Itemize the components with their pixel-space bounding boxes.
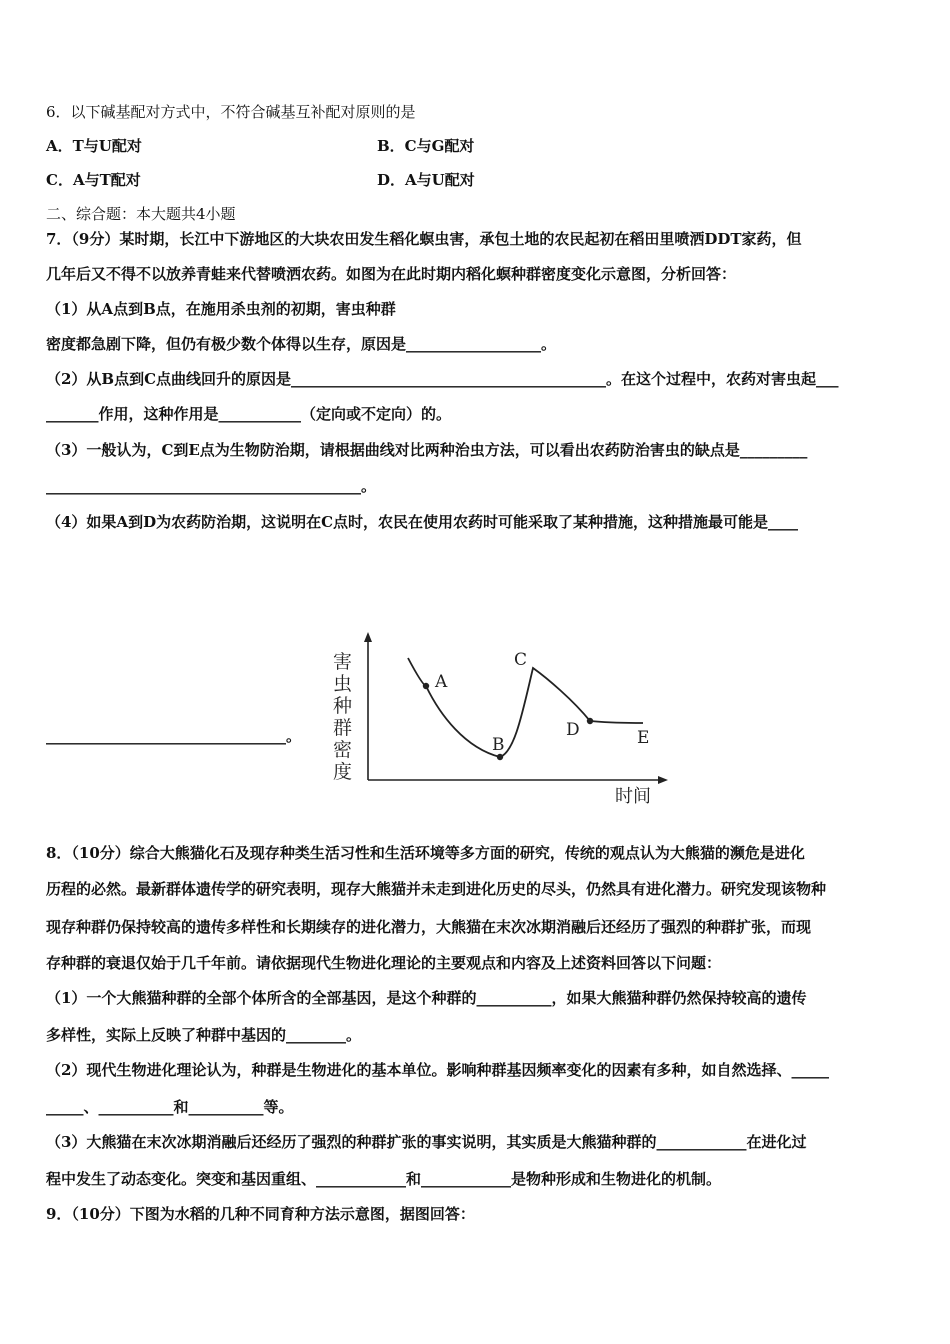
q8-line-5: （1）一个大熊猫种群的全部个体所含的全部基因，是这个种群的__________，如果大熊猫种群仍然保持较高的遗传	[46, 989, 807, 1007]
point-label-c: C	[514, 650, 528, 670]
y-label-char: 种	[333, 695, 353, 717]
q8-line-4: 存种群的衰退仅始于几千年前。请依据现代生物进化理论的主要观点和内容及上述资料回答以下问题：	[46, 954, 722, 972]
q8-line-7: （2）现代生物进化理论认为，种群是生物进化的基本单位。影响种群基因频率变化的因素有多种，如自然选择、_____	[46, 1061, 829, 1079]
q6-option-a: A．T与U配对	[46, 137, 142, 155]
q6-option-b: B．C与G配对	[377, 137, 475, 155]
q8-line-3: 现存种群仍保持较高的遗传多样性和长期续存的进化潜力，大熊猫在末次冰期消融后还经历了强烈的种群扩张，而现	[46, 918, 812, 936]
q7-line-3: （1）从A点到B点，在施用杀虫剂的初期，害虫种群	[46, 300, 396, 318]
q7-line-7: （3）一般认为，C到E点为生物防治期，请根据曲线对比两种治虫方法，可以看出农药防治害虫的缺点是_________	[46, 441, 808, 459]
q7-line-6: _______作用，这种作用是___________（定向或不定向）的。	[46, 405, 452, 423]
point-a-marker	[423, 683, 429, 689]
point-label-a: A	[435, 672, 448, 692]
q8-line-9: （3）大熊猫在末次冰期消融后还经历了强烈的种群扩张的事实说明，其实质是大熊猫种群的____________在进化过	[46, 1133, 807, 1151]
q6-stem: 6．以下碱基配对方式中，不符合碱基互补配对原则的是	[46, 103, 416, 121]
population-density-figure	[325, 630, 670, 810]
y-axis-arrow	[364, 632, 372, 642]
q7-line-5: （2）从B点到C点曲线回升的原因是__________________________________________。在这个过程中，农药对害虫起___	[46, 370, 839, 388]
q9-line-1: 9．（10分）下图为水稻的几种不同育种方法示意图，据图回答：	[46, 1205, 475, 1223]
point-label-d: D	[566, 720, 580, 740]
y-label-char: 害	[333, 651, 353, 673]
y-label-char: 群	[333, 717, 353, 739]
point-label-e: E	[637, 728, 650, 748]
q8-line-10: 程中发生了动态变化。突变和基因重组、____________和____________是物种形成和生物进化的机制。	[46, 1170, 722, 1188]
q8-line-1: 8．（10分）综合大熊猫化石及现存种类生活习性和生活环境等多方面的研究，传统的观点认为大熊猫的濒危是进化	[46, 844, 805, 862]
y-label-char: 度	[333, 761, 353, 783]
q7-line-10: ________________________________。	[46, 727, 302, 745]
q7-line-9: （4）如果A到D为农药防治期，这说明在C点时，农民在使用农药时可能采取了某种措施，这种措施最可能是____	[46, 513, 799, 531]
q7-line-8: __________________________________________。	[46, 477, 377, 495]
q6-option-d: D．A与U配对	[377, 171, 475, 189]
q8-line-6: 多样性，实际上反映了种群中基因的________。	[46, 1026, 362, 1044]
q7-line-4: 密度都急剧下降，但仍有极少数个体得以生存，原因是__________________。	[46, 335, 557, 353]
q7-line-2: 几年后又不得不以放养青蛙来代替喷洒农药。如图为在此时期内稻化螟种群密度变化示意图，分析回答：	[46, 265, 737, 283]
q7-line-1: 7．（9分）某时期，长江中下游地区的大块农田发生稻化螟虫害，承包土地的农民起初在稻田里喷洒DDT家药，但	[46, 230, 802, 248]
point-d-marker	[587, 718, 593, 724]
q8-line-2: 历程的必然。最新群体遗传学的研究表明，现存大熊猫并未走到进化历史的尽头，仍然具有进化潜力。研究发现该物种	[46, 880, 827, 898]
y-label-char: 虫	[333, 673, 353, 695]
point-label-b: B	[492, 735, 505, 755]
q8-line-8: _____、__________和__________等。	[46, 1098, 294, 1116]
section-heading: 二、综合题：本大题共4小题	[46, 205, 236, 223]
y-axis-label	[333, 651, 352, 783]
x-axis-label: 时间	[615, 786, 651, 807]
x-axis-arrow	[658, 776, 668, 784]
y-label-char: 密	[333, 739, 353, 761]
q6-option-c: C．A与T配对	[46, 171, 141, 189]
